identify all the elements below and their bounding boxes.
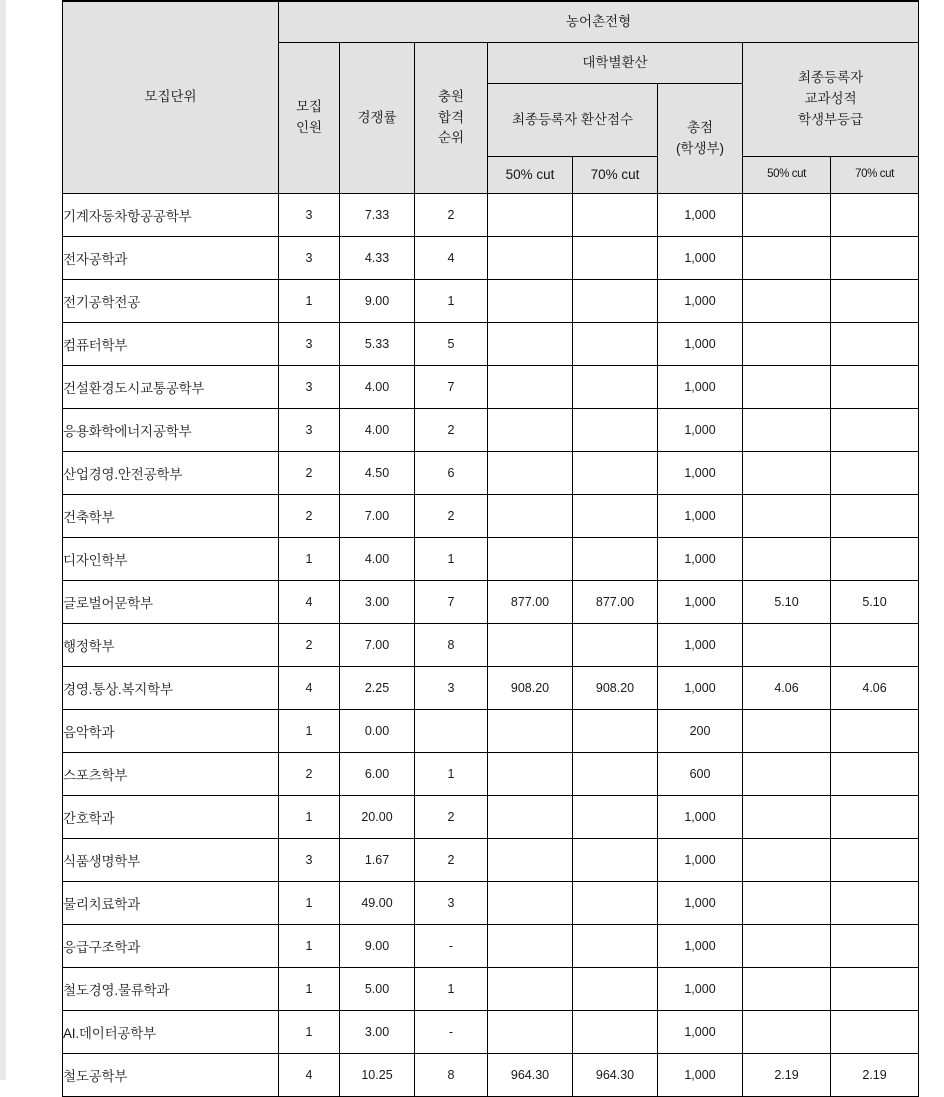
cell-grade-cut50 [743,839,831,882]
cell-conv-cut70 [573,925,658,968]
cell-grade-cut70 [831,796,919,839]
cell-conv-cut70 [573,882,658,925]
header-row-1 [63,1,919,43]
cell-grade-cut70 [831,194,919,237]
cell-grade-cut50 [743,237,831,280]
cell-total-score: 1,000 [658,925,743,968]
cell-grade-cut70 [831,323,919,366]
cell-conv-cut50 [488,710,573,753]
cell-total-score: 1,000 [658,237,743,280]
cell-total-score: 1,000 [658,1054,743,1097]
cell-grade-cut50 [743,710,831,753]
cell-conv-cut50 [488,624,573,667]
cell-competition-ratio: 49.00 [340,882,415,925]
cell-recruitment-unit: 음악학과 [63,710,279,753]
cell-total-score: 1,000 [658,280,743,323]
cell-conv-cut50 [488,323,573,366]
cell-conv-cut70 [573,710,658,753]
cell-additional-pass-rank: 2 [415,194,488,237]
table-row [63,323,919,366]
header-final-enrollee-grade [743,43,919,157]
cell-conv-cut70 [573,538,658,581]
table-row [63,839,919,882]
header-track-nongeochon: 농어촌전형 [279,1,919,43]
cell-conv-cut50 [488,409,573,452]
cell-quota: 1 [279,538,340,581]
cell-total-score: 1,000 [658,796,743,839]
cell-conv-cut70 [573,624,658,667]
cell-grade-cut50 [743,882,831,925]
cell-grade-cut70: 5.10 [831,581,919,624]
cell-recruitment-unit: 기계자동차항공공학부 [63,194,279,237]
cell-recruitment-unit: 건축학부 [63,495,279,538]
cell-quota: 3 [279,366,340,409]
cell-additional-pass-rank: 3 [415,667,488,710]
cell-total-score: 200 [658,710,743,753]
cell-additional-pass-rank: 1 [415,753,488,796]
cell-conv-cut50: 908.20 [488,667,573,710]
cell-grade-cut70 [831,710,919,753]
cell-grade-cut50: 2.19 [743,1054,831,1097]
cell-grade-cut70 [831,409,919,452]
cell-competition-ratio: 6.00 [340,753,415,796]
cell-total-score: 1,000 [658,452,743,495]
cell-total-score: 1,000 [658,581,743,624]
cell-grade-cut70 [831,839,919,882]
cell-additional-pass-rank: 5 [415,323,488,366]
cell-grade-cut70 [831,452,919,495]
cell-grade-cut50 [743,280,831,323]
header-quota-line2: 인원 [295,120,323,135]
cell-conv-cut70: 964.30 [573,1054,658,1097]
cell-competition-ratio: 4.50 [340,452,415,495]
cell-grade-cut70 [831,366,919,409]
cell-competition-ratio: 7.33 [340,194,415,237]
header-conv-cut50: 50% cut [488,157,573,194]
cell-conv-cut70 [573,366,658,409]
cell-quota: 3 [279,409,340,452]
cell-grade-cut70 [831,237,919,280]
cell-conv-cut70 [573,323,658,366]
cell-conv-cut50 [488,495,573,538]
cell-competition-ratio: 7.00 [340,495,415,538]
header-final-grade-line1: 최종등록자 [797,70,864,86]
table-row [63,1011,919,1054]
cell-quota: 3 [279,323,340,366]
header-rank-line3: 순위 [437,130,465,146]
cell-grade-cut70 [831,624,919,667]
cell-quota: 2 [279,452,340,495]
table-row [63,581,919,624]
cell-conv-cut50 [488,237,573,280]
cell-quota: 1 [279,796,340,839]
cell-additional-pass-rank: - [415,1011,488,1054]
table-row [63,710,919,753]
table-row [63,495,919,538]
cell-competition-ratio: 7.00 [340,624,415,667]
cell-recruitment-unit: 식품생명학부 [63,839,279,882]
cell-recruitment-unit: 철도공학부 [63,1054,279,1097]
cell-grade-cut50 [743,1011,831,1054]
header-final-grade-line3: 학생부등급 [797,111,864,127]
cell-total-score: 1,000 [658,194,743,237]
header-quota [279,43,340,194]
cell-total-score: 1,000 [658,366,743,409]
table-row [63,968,919,1011]
cell-competition-ratio: 3.00 [340,581,415,624]
table-row [63,1054,919,1097]
cell-conv-cut50 [488,1011,573,1054]
cell-recruitment-unit: 행정학부 [63,624,279,667]
table-row [63,280,919,323]
header-conv-cut70: 70% cut [573,157,658,194]
cell-recruitment-unit: 경영.통상.복지학부 [63,667,279,710]
table-row [63,882,919,925]
cell-conv-cut50 [488,538,573,581]
cell-competition-ratio: 4.00 [340,538,415,581]
cell-grade-cut50 [743,925,831,968]
cell-grade-cut50: 4.06 [743,667,831,710]
cell-total-score: 1,000 [658,323,743,366]
table-body [63,194,919,1097]
cell-competition-ratio: 3.00 [340,1011,415,1054]
cell-conv-cut50 [488,796,573,839]
cell-quota: 1 [279,925,340,968]
cell-recruitment-unit: 컴퓨터학부 [63,323,279,366]
cell-quota: 3 [279,839,340,882]
header-recruitment-unit: 모집단위 [63,1,279,194]
cell-additional-pass-rank: 4 [415,237,488,280]
header-competition-ratio: 경쟁률 [340,43,415,194]
cell-quota: 1 [279,710,340,753]
header-total-line1: 총점 [686,119,714,135]
cell-conv-cut50 [488,452,573,495]
table-header [63,1,919,194]
cell-additional-pass-rank: 1 [415,538,488,581]
cell-competition-ratio: 0.00 [340,710,415,753]
cell-grade-cut70: 2.19 [831,1054,919,1097]
cell-competition-ratio: 20.00 [340,796,415,839]
cell-quota: 3 [279,237,340,280]
cell-additional-pass-rank: 1 [415,280,488,323]
cell-total-score: 600 [658,753,743,796]
cell-additional-pass-rank: 7 [415,581,488,624]
cell-conv-cut70 [573,452,658,495]
cell-conv-cut50: 877.00 [488,581,573,624]
cell-grade-cut50 [743,624,831,667]
cell-recruitment-unit: 글로벌어문학부 [63,581,279,624]
cell-additional-pass-rank: 1 [415,968,488,1011]
cell-competition-ratio: 5.33 [340,323,415,366]
cell-conv-cut70 [573,237,658,280]
cell-conv-cut50 [488,968,573,1011]
table-row [63,194,919,237]
cell-conv-cut70 [573,753,658,796]
cell-quota: 4 [279,1054,340,1097]
cell-grade-cut70 [831,753,919,796]
cell-grade-cut70 [831,495,919,538]
cell-recruitment-unit: 응용화학에너지공학부 [63,409,279,452]
cell-competition-ratio: 4.00 [340,366,415,409]
cell-conv-cut50 [488,280,573,323]
admissions-table-container [62,0,918,1097]
cell-quota: 2 [279,753,340,796]
cell-conv-cut50: 964.30 [488,1054,573,1097]
cell-total-score: 1,000 [658,1011,743,1054]
cell-total-score: 1,000 [658,667,743,710]
cell-quota: 1 [279,968,340,1011]
cell-recruitment-unit: 디자인학부 [63,538,279,581]
cell-grade-cut50 [743,452,831,495]
cell-recruitment-unit: AI.데이터공학부 [63,1011,279,1054]
cell-total-score: 1,000 [658,495,743,538]
cell-total-score: 1,000 [658,839,743,882]
cell-conv-cut70 [573,194,658,237]
cell-additional-pass-rank: 2 [415,796,488,839]
cell-grade-cut70 [831,925,919,968]
cell-conv-cut70 [573,495,658,538]
cell-recruitment-unit: 건설환경도시교통공학부 [63,366,279,409]
cell-recruitment-unit: 응급구조학과 [63,925,279,968]
cell-additional-pass-rank: 2 [415,495,488,538]
cell-grade-cut70 [831,1011,919,1054]
cell-conv-cut70: 908.20 [573,667,658,710]
cell-grade-cut50 [743,495,831,538]
table-row [63,538,919,581]
header-rank-line1: 충원 [437,88,465,104]
cell-total-score: 1,000 [658,538,743,581]
cell-additional-pass-rank: 8 [415,1054,488,1097]
cell-grade-cut70 [831,280,919,323]
table-row [63,796,919,839]
cell-competition-ratio: 1.67 [340,839,415,882]
cell-competition-ratio: 10.25 [340,1054,415,1097]
cell-recruitment-unit: 전자공학과 [63,237,279,280]
header-final-enrollee-converted-score: 최종등록자 환산점수 [488,84,658,157]
header-final-grade-line2: 교과성적 [804,91,857,107]
cell-conv-cut70 [573,796,658,839]
cell-grade-cut50 [743,409,831,452]
cell-quota: 1 [279,1011,340,1054]
cell-additional-pass-rank: 2 [415,839,488,882]
header-total-line2: (학생부) [675,140,725,156]
cell-conv-cut70 [573,280,658,323]
cell-grade-cut50 [743,796,831,839]
cell-conv-cut50 [488,925,573,968]
cell-additional-pass-rank: - [415,925,488,968]
cell-additional-pass-rank: 8 [415,624,488,667]
cell-grade-cut50 [743,753,831,796]
cell-quota: 1 [279,882,340,925]
table-row [63,237,919,280]
cell-grade-cut50 [743,323,831,366]
cell-competition-ratio: 9.00 [340,925,415,968]
table-row [63,753,919,796]
cell-conv-cut70: 877.00 [573,581,658,624]
header-grade-cut50: 50% cut [743,157,831,194]
cell-grade-cut50: 5.10 [743,581,831,624]
header-grade-cut70: 70% cut [831,157,919,194]
cell-competition-ratio: 4.33 [340,237,415,280]
cell-grade-cut50 [743,366,831,409]
cell-additional-pass-rank: 7 [415,366,488,409]
cell-quota: 3 [279,194,340,237]
cell-competition-ratio: 9.00 [340,280,415,323]
cell-recruitment-unit: 전기공학전공 [63,280,279,323]
header-additional-pass-rank [415,43,488,194]
cell-additional-pass-rank [415,710,488,753]
table-row [63,409,919,452]
cell-conv-cut50 [488,366,573,409]
cell-conv-cut50 [488,839,573,882]
header-rank-line2: 합격 [437,109,465,125]
cell-recruitment-unit: 스포츠학부 [63,753,279,796]
header-university-conversion: 대학별환산 [488,43,743,84]
cell-competition-ratio: 5.00 [340,968,415,1011]
cell-grade-cut70 [831,882,919,925]
cell-grade-cut70 [831,538,919,581]
cell-recruitment-unit: 간호학과 [63,796,279,839]
cell-grade-cut50 [743,538,831,581]
cell-additional-pass-rank: 2 [415,409,488,452]
cell-quota: 4 [279,581,340,624]
cell-total-score: 1,000 [658,882,743,925]
cell-conv-cut70 [573,409,658,452]
table-row [63,624,919,667]
cell-conv-cut70 [573,968,658,1011]
cell-conv-cut50 [488,194,573,237]
cell-additional-pass-rank: 3 [415,882,488,925]
cell-grade-cut70 [831,968,919,1011]
cell-conv-cut50 [488,753,573,796]
table-row [63,366,919,409]
header-quota-line1: 모집 [295,99,323,115]
table-row [63,452,919,495]
cell-recruitment-unit: 물리치료학과 [63,882,279,925]
cell-total-score: 1,000 [658,968,743,1011]
cell-total-score: 1,000 [658,624,743,667]
table-row [63,925,919,968]
cell-competition-ratio: 2.25 [340,667,415,710]
table-row [63,667,919,710]
cell-conv-cut70 [573,839,658,882]
cell-quota: 1 [279,280,340,323]
cell-quota: 4 [279,667,340,710]
cell-grade-cut70: 4.06 [831,667,919,710]
cell-additional-pass-rank: 6 [415,452,488,495]
cell-quota: 2 [279,624,340,667]
cell-recruitment-unit: 산업경영.안전공학부 [63,452,279,495]
cell-competition-ratio: 4.00 [340,409,415,452]
cell-grade-cut50 [743,194,831,237]
page-margin-strip [0,0,6,1080]
header-total-score [658,84,743,194]
cell-grade-cut50 [743,968,831,1011]
cell-conv-cut50 [488,882,573,925]
cell-recruitment-unit: 철도경영.물류학과 [63,968,279,1011]
cell-quota: 2 [279,495,340,538]
cell-conv-cut70 [573,1011,658,1054]
admissions-results-table [62,0,919,1097]
cell-total-score: 1,000 [658,409,743,452]
